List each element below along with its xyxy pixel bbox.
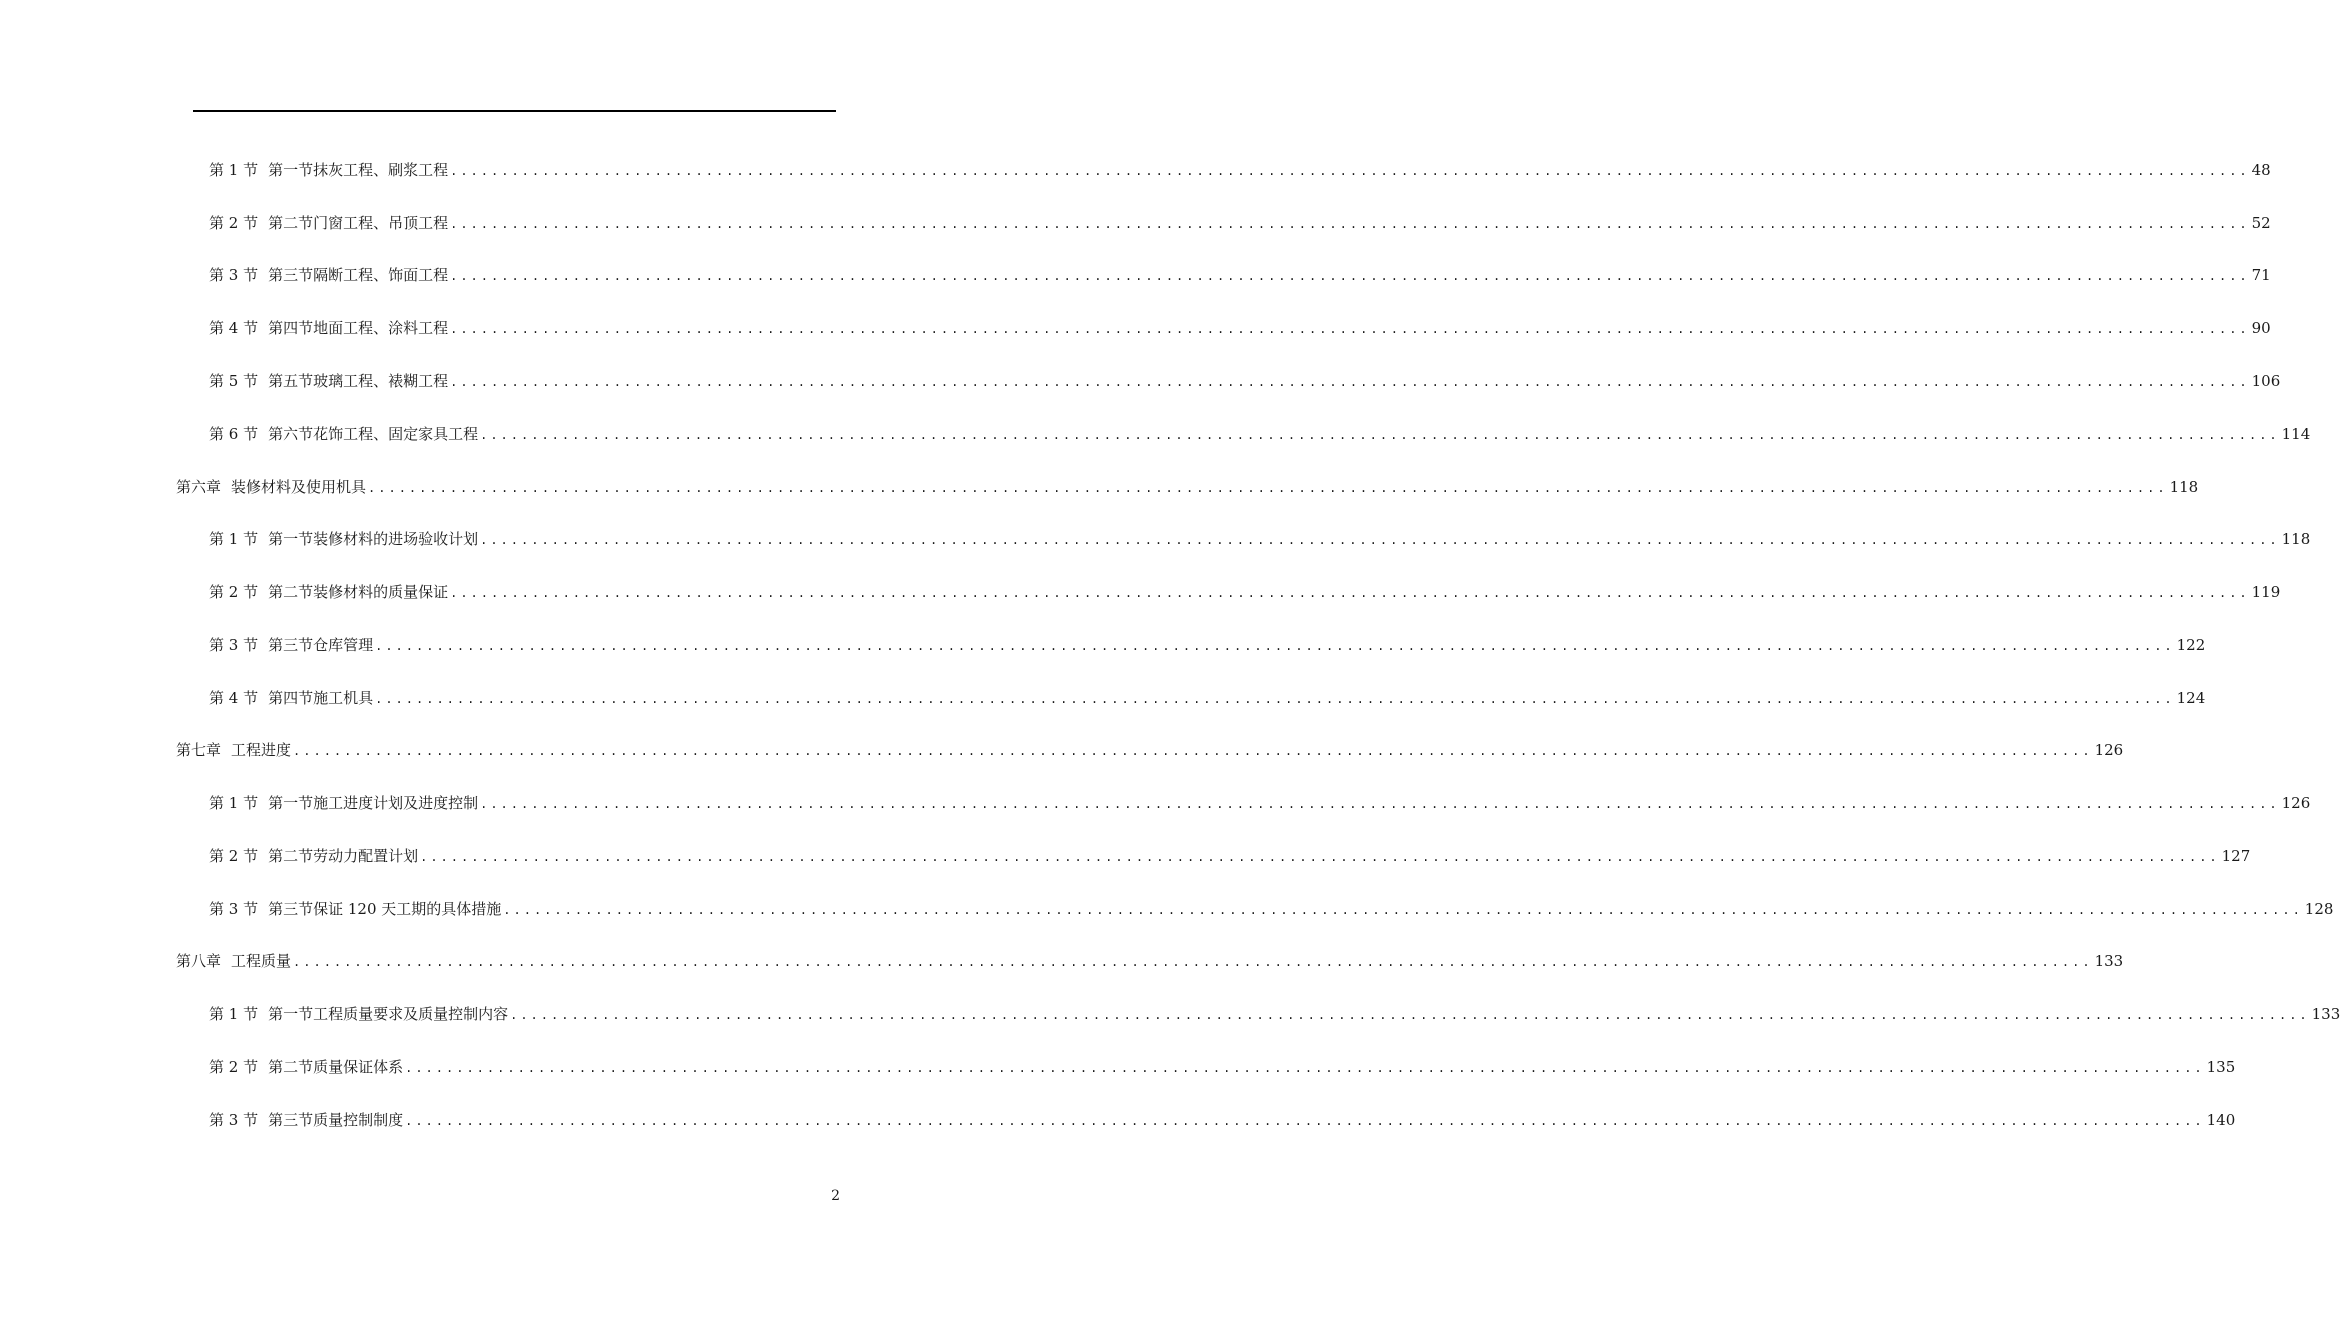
entry-number: 第 3 节 bbox=[209, 266, 259, 284]
chapter-number: 第八章 bbox=[176, 952, 222, 970]
dot-leader: ................................................................................................................................................................................ bbox=[420, 850, 2220, 864]
entry-title: 第一节工程质量要求及质量控制内容 bbox=[268, 1005, 509, 1023]
entry-title: 第二节劳动力配置计划 bbox=[268, 847, 419, 865]
toc-entry[interactable] bbox=[209, 264, 2271, 286]
entry-title: 第一节抹灰工程、刷浆工程 bbox=[268, 161, 449, 179]
page-number: 2 bbox=[831, 1188, 840, 1204]
entry-number: 第 2 节 bbox=[209, 1058, 259, 1076]
chapter-title: 工程进度 bbox=[231, 741, 292, 759]
toc-entry[interactable] bbox=[209, 370, 2281, 392]
entry-number: 第 4 节 bbox=[209, 319, 259, 337]
toc-entry[interactable] bbox=[209, 845, 2251, 867]
entry-number: 第 3 节 bbox=[209, 1111, 259, 1129]
entry-number: 第 2 节 bbox=[209, 214, 259, 232]
entry-title: 第二节门窗工程、吊顶工程 bbox=[268, 214, 449, 232]
entry-title: 第二节装修材料的质量保证 bbox=[268, 583, 449, 601]
dot-leader: ................................................................................................................................................................................ bbox=[450, 375, 2250, 389]
dot-leader: ................................................................................................................................................................................ bbox=[480, 428, 2280, 442]
dot-leader: ................................................................................................................................................................................ bbox=[510, 1008, 2310, 1022]
entry-title: 第六节花饰工程、固定家具工程 bbox=[268, 425, 479, 443]
entry-number: 第 1 节 bbox=[209, 1005, 259, 1023]
entry-page-number: 126 bbox=[2281, 794, 2311, 812]
entry-page-number: 52 bbox=[2251, 214, 2271, 232]
dot-leader: ................................................................................................................................................................................ bbox=[450, 269, 2250, 283]
toc-entry[interactable] bbox=[209, 1056, 2236, 1078]
entry-number: 第 6 节 bbox=[209, 425, 259, 443]
entry-page-number: 122 bbox=[2176, 636, 2206, 654]
entry-number: 第 4 节 bbox=[209, 689, 259, 707]
entry-number: 第 2 节 bbox=[209, 847, 259, 865]
chapter-number: 第六章 bbox=[176, 478, 222, 496]
dot-leader: ................................................................................................................................................................................ bbox=[450, 217, 2250, 231]
entry-page-number: 119 bbox=[2251, 583, 2281, 601]
entry-title: 第一节装修材料的进场验收计划 bbox=[268, 530, 479, 548]
entry-title: 第四节地面工程、涂料工程 bbox=[268, 319, 449, 337]
dot-leader: ................................................................................................................................................................................ bbox=[293, 744, 2093, 758]
dot-leader: ................................................................................................................................................................................ bbox=[405, 1114, 2205, 1128]
entry-page-number: 135 bbox=[2206, 1058, 2236, 1076]
entry-page-number: 106 bbox=[2251, 372, 2281, 390]
entry-page-number: 128 bbox=[2304, 900, 2334, 918]
chapter-title: 装修材料及使用机具 bbox=[231, 478, 367, 496]
toc-entry[interactable] bbox=[209, 687, 2206, 709]
entry-title: 第五节玻璃工程、裱糊工程 bbox=[268, 372, 449, 390]
toc-entry[interactable] bbox=[209, 898, 2334, 920]
entry-number: 第 5 节 bbox=[209, 372, 259, 390]
dot-leader: ................................................................................................................................................................................ bbox=[450, 322, 2250, 336]
chapter-number: 第七章 bbox=[176, 741, 222, 759]
toc-chapter-entry[interactable] bbox=[176, 476, 2199, 498]
dot-leader: ................................................................................................................................................................................ bbox=[480, 797, 2280, 811]
entry-page-number: 71 bbox=[2251, 266, 2271, 284]
toc-entry[interactable] bbox=[209, 1003, 2340, 1025]
entry-title: 第三节保证 120 天工期的具体措施 bbox=[268, 900, 502, 918]
toc-entry[interactable] bbox=[209, 792, 2311, 814]
chapter-title: 工程质量 bbox=[231, 952, 292, 970]
entry-number: 第 3 节 bbox=[209, 900, 259, 918]
toc-entry[interactable] bbox=[209, 159, 2271, 181]
entry-page-number: 114 bbox=[2281, 425, 2311, 443]
toc-entry[interactable] bbox=[209, 317, 2271, 339]
entry-title: 第三节仓库管理 bbox=[268, 636, 374, 654]
toc-entry[interactable] bbox=[209, 212, 2271, 234]
dot-leader: ................................................................................................................................................................................ bbox=[375, 639, 2175, 653]
entry-title: 第四节施工机具 bbox=[268, 689, 374, 707]
entry-title: 第一节施工进度计划及进度控制 bbox=[268, 794, 479, 812]
entry-number: 第 1 节 bbox=[209, 161, 259, 179]
entry-title: 第三节隔断工程、饰面工程 bbox=[268, 266, 449, 284]
toc-chapter-entry[interactable] bbox=[176, 950, 2124, 972]
entry-page-number: 48 bbox=[2251, 161, 2271, 179]
dot-leader: ................................................................................................................................................................................ bbox=[405, 1061, 2205, 1075]
entry-number: 第 1 节 bbox=[209, 530, 259, 548]
entry-page-number: 124 bbox=[2176, 689, 2206, 707]
entry-page-number: 118 bbox=[2281, 530, 2311, 548]
entry-page-number: 133 bbox=[2094, 952, 2124, 970]
dot-leader: ................................................................................................................................................................................ bbox=[450, 164, 2250, 178]
entry-title: 第三节质量控制制度 bbox=[268, 1111, 404, 1129]
toc-entry[interactable] bbox=[209, 423, 2311, 445]
entry-page-number: 118 bbox=[2169, 478, 2199, 496]
entry-page-number: 127 bbox=[2221, 847, 2251, 865]
entry-number: 第 2 节 bbox=[209, 583, 259, 601]
entry-number: 第 3 节 bbox=[209, 636, 259, 654]
dot-leader: ................................................................................................................................................................................ bbox=[368, 481, 2168, 495]
entry-page-number: 140 bbox=[2206, 1111, 2236, 1129]
toc-entry[interactable] bbox=[209, 1109, 2236, 1131]
toc-chapter-entry[interactable] bbox=[176, 739, 2124, 761]
dot-leader: ................................................................................................................................................................................ bbox=[293, 955, 2093, 969]
entry-page-number: 133 bbox=[2311, 1005, 2340, 1023]
entry-number: 第 1 节 bbox=[209, 794, 259, 812]
entry-page-number: 90 bbox=[2251, 319, 2271, 337]
toc-entry[interactable] bbox=[209, 528, 2311, 550]
dot-leader: ................................................................................................................................................................................ bbox=[480, 533, 2280, 547]
dot-leader: ................................................................................................................................................................................ bbox=[375, 692, 2175, 706]
toc-entry[interactable] bbox=[209, 634, 2206, 656]
dot-leader: ................................................................................................................................................................................ bbox=[450, 586, 2250, 600]
toc-entry[interactable] bbox=[209, 581, 2281, 603]
dot-leader: ................................................................................................................................................................................ bbox=[503, 903, 2303, 917]
entry-page-number: 126 bbox=[2094, 741, 2124, 759]
entry-title: 第二节质量保证体系 bbox=[268, 1058, 404, 1076]
